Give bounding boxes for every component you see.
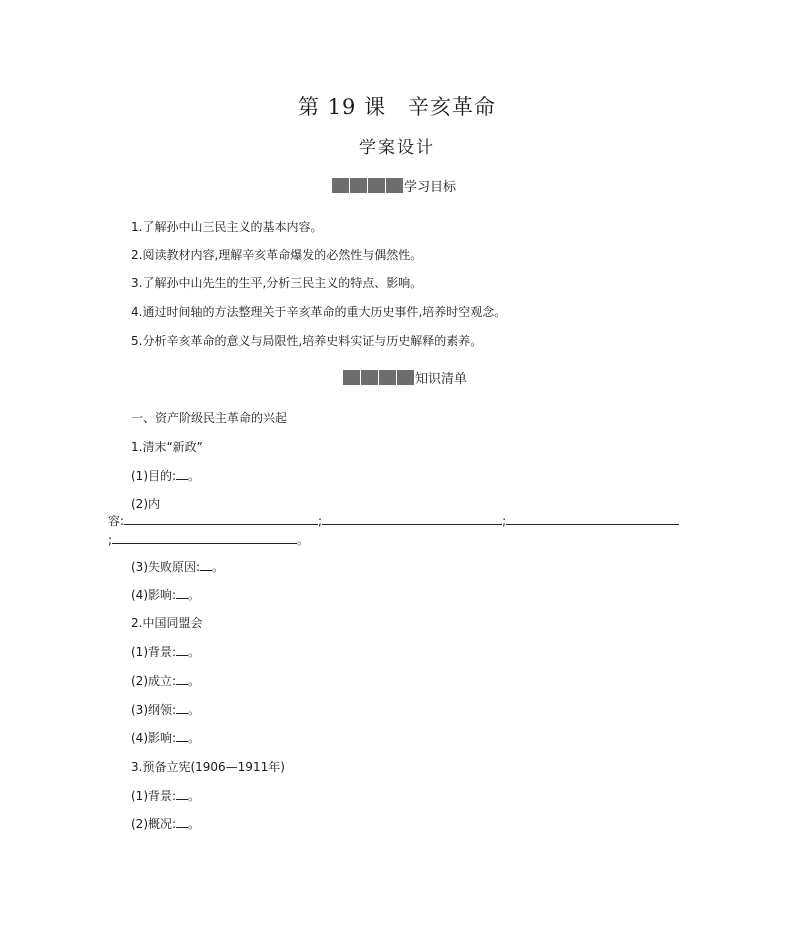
- goal-item-3: 3.了解孙中山先生的生平,分析三民主义的特点、影响。: [131, 276, 423, 290]
- goals-heading: 学习目标: [404, 180, 457, 195]
- question-failure: [131, 560, 224, 574]
- question-founding: [131, 674, 200, 688]
- period-mark: 。: [188, 731, 201, 745]
- answer-blank[interactable]: [176, 645, 188, 656]
- question-label: 容:: [108, 514, 125, 528]
- question-label: (2)概况:: [131, 817, 177, 831]
- semicolon-mark: ;: [108, 533, 113, 547]
- period-mark: 。: [188, 789, 201, 803]
- question-content-row-2: [108, 532, 309, 547]
- question-label: (4)影响:: [131, 588, 177, 602]
- banner-block-decoration: [332, 178, 403, 193]
- question-impact-2: [131, 731, 200, 745]
- knowledge-banner: [343, 368, 467, 387]
- period-mark: 。: [188, 645, 201, 659]
- answer-blank[interactable]: [176, 703, 188, 714]
- question-background-2: [131, 789, 200, 803]
- period-mark: 。: [188, 469, 201, 483]
- answer-blank[interactable]: [176, 674, 188, 685]
- answer-blank[interactable]: [200, 560, 212, 571]
- goal-item-5: 5.分析辛亥革命的意义与局限性,培养史料实证与历史解释的素养。: [131, 334, 483, 348]
- period-mark: 。: [212, 560, 225, 574]
- question-label: (3)纲领:: [131, 703, 177, 717]
- banner-block-decoration: [343, 370, 414, 385]
- question-overview: [131, 817, 200, 831]
- answer-blank[interactable]: [176, 731, 188, 742]
- period-mark: 。: [188, 703, 201, 717]
- period-mark: 。: [188, 817, 201, 831]
- section-heading: 一、资产阶级民主革命的兴起: [131, 411, 288, 425]
- goal-item-2: 2.阅读教材内容,理解辛亥革命爆发的必然性与偶然性。: [131, 248, 423, 262]
- answer-blank[interactable]: [176, 817, 188, 828]
- semicolon-mark: ;: [318, 514, 323, 528]
- lesson-subtitle: 学案设计: [359, 138, 435, 158]
- lesson-title: 第 19 课 辛亥革命: [297, 95, 497, 119]
- answer-blank[interactable]: [506, 513, 679, 525]
- question-label: (1)背景:: [131, 645, 177, 659]
- question-content-label: (2)内: [131, 497, 160, 511]
- period-mark: 。: [188, 674, 201, 688]
- goals-banner: [332, 176, 456, 195]
- goal-item-1: 1.了解孙中山三民主义的基本内容。: [131, 220, 323, 234]
- question-label: (1)背景:: [131, 789, 177, 803]
- topic-heading-new-policy: 1.清末“新政”: [131, 440, 203, 454]
- period-mark: 。: [297, 533, 310, 547]
- question-content-row-1: [108, 513, 679, 528]
- semicolon-mark: ;: [502, 514, 507, 528]
- question-background: [131, 645, 200, 659]
- answer-blank[interactable]: [112, 532, 297, 544]
- answer-blank[interactable]: [176, 588, 188, 599]
- period-mark: 。: [188, 588, 201, 602]
- question-label: (1)目的:: [131, 469, 177, 483]
- question-label: (3)失败原因:: [131, 560, 201, 574]
- question-impact: [131, 588, 200, 602]
- topic-heading-tongmenghui: 2.中国同盟会: [131, 616, 203, 630]
- answer-blank[interactable]: [322, 513, 502, 525]
- topic-heading-constitution: 3.预备立宪(1906—1911年): [131, 760, 285, 774]
- answer-blank[interactable]: [176, 469, 188, 480]
- answer-blank[interactable]: [176, 789, 188, 800]
- question-program: [131, 703, 200, 717]
- goal-item-4: 4.通过时间轴的方法整理关于辛亥革命的重大历史事件,培养时空观念。: [131, 305, 507, 319]
- question-label: (2)成立:: [131, 674, 177, 688]
- knowledge-heading: 知识清单: [415, 372, 468, 387]
- answer-blank[interactable]: [124, 513, 318, 525]
- question-purpose: [131, 469, 200, 483]
- question-label: (4)影响:: [131, 731, 177, 745]
